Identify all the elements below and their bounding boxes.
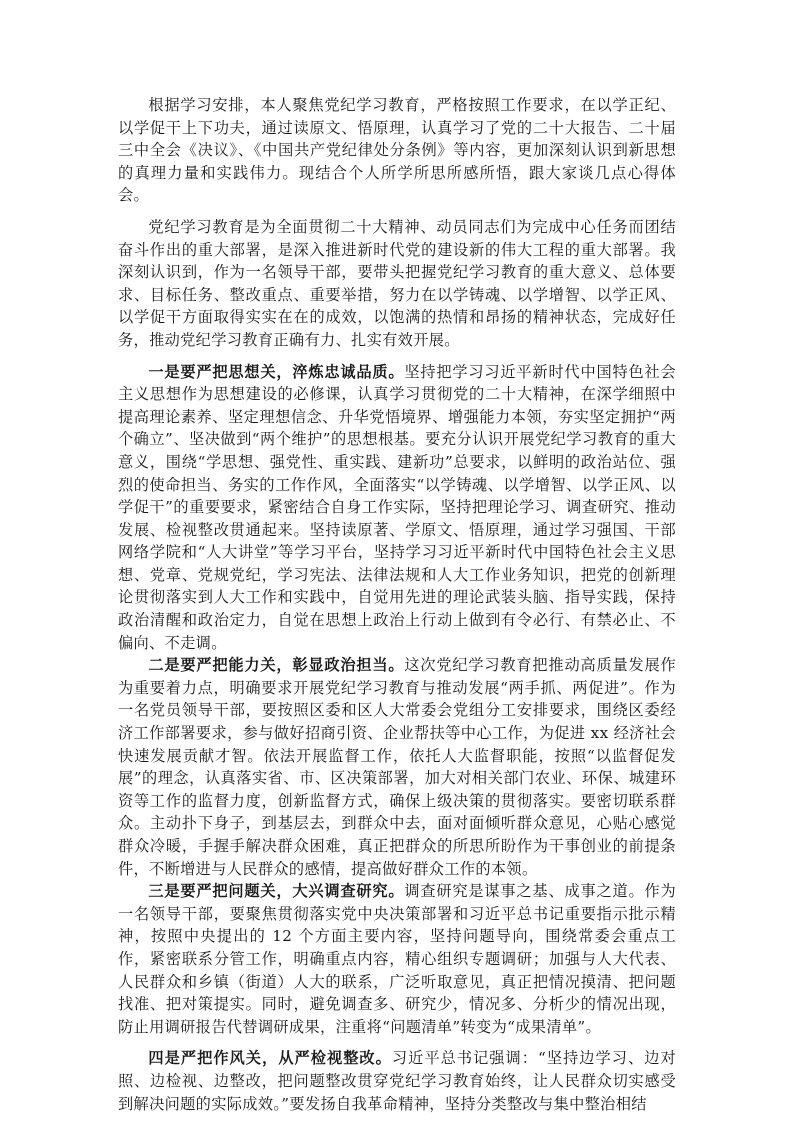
- paragraph-point-2: [118, 654, 676, 880]
- paragraph-point-4: [118, 1047, 676, 1115]
- paragraph-text: 党纪学习教育是为全面贯彻二十大精神、动员同志们为完成中心任务而团结奋斗作出的重大部署，是深入推进新时代党的建设新的伟大工程的重大部署。我深刻认识到，作为一名领导干部，要带头把握党纪学习教育的重大意义、总体要求、目标任务、整改重点、重要举措，努力在以学铸魂、以学增智、以学正风、以学促干方面取得实实在在的成效，以饱满的热情和昂扬的精神状态，完成好任务，推动党纪学习教育正确有力、扎实有效开展。: [118, 217, 676, 349]
- paragraph-heading: 二是要严把能力关，彰显政治担当。: [148, 656, 405, 675]
- paragraph-point-3: [118, 880, 676, 1038]
- paragraph-text: 这次党纪学习教育把推动高质量发展作为重要着力点，明确要求开展党纪学习教育与推动发展“两手抓、两促进”。作为一名党员领导干部，要按照区委和区人大常委会党组分工安排要求，围绕区委经济工作部署要求，参与做好招商引资、企业帮扶等中心工作，为促进 xx 经济社会快速发展贡献才智。依法开展监督工作，依托人大监督职能，按照“以监督促发展”的理念，认真落实省、市、区决策部署，加大对相关部门农业、环保、城建环资等工作的监督力度，创新监督方式，确保上级决策的贯彻落实。要密切联系群众。主动扑下身子，到基层去，到群众中去，面对面倾听群众意见，心贴心感觉群众冷暖，手握手解决群众困难，真正把群众的所思所盼作为干事创业的前提条件，不断增进与人民群众的感情，提高做好群众工作的本领。: [118, 656, 676, 878]
- paragraph-text: 习近平总书记强调：“坚持边学习、边对照、边检视、边整改，把问题整改贯穿党纪学习教育始终，让人民群众切实感受到解决问题的实际成效。”要发扬自我革命精神，坚持分类整改与集中整治相结: [118, 1049, 676, 1113]
- paragraph-point-1: [118, 361, 676, 655]
- paragraph-heading: 四是严把作风关，从严检视整改。: [148, 1049, 392, 1068]
- paragraph-intro: [118, 94, 676, 207]
- paragraph-heading: 三是要严把问题关，大兴调查研究。: [148, 882, 405, 901]
- paragraph-heading: 一是要严把思想关，淬炼忠诚品质。: [148, 362, 405, 381]
- paragraph-text: 调查研究是谋事之基、成事之道。作为一名领导干部，要聚焦贯彻落实党中央决策部署和习近平总书记重要指示批示精神，按照中央提出的 12 个方面主要内容，坚持问题导向，围绕常委会重点工作，紧密联系分管工作，明确重点内容，精心组织专题调研；加强与人大代表、人民群众和乡镇（街道）人大的联系，广泛听取意见，真正把情况摸清、把问题找准、把对策提实。同时，避免调查多、研究少，情况多、分析少的情况出现，防止用调研报告代替调研成果，注重将“问题清单”转变为“成果清单”。: [118, 882, 676, 1036]
- document-body: [118, 94, 676, 1115]
- paragraph-text: 根据学习安排，本人聚焦党纪学习教育，严格按照工作要求，在以学正纪、以学促干上下功夫，通过读原文、悟原理，认真学习了党的二十大报告、二十届三中全会《决议》、《中国共产党纪律处分条例》等内容，更加深刻认识到新思想的真理力量和实践伟力。现结合个人所学所思所感所悟，跟大家谈几点心得体会。: [118, 96, 676, 205]
- paragraph-significance: [118, 216, 676, 352]
- paragraph-text: 坚持把学习习近平新时代中国特色社会主义思想作为思想建设的必修课，认真学习贯彻党的二十大精神，在深学细照中提高理论素养、坚定理想信念、升华党悟境界、增强能力本领，夯实坚定拥护“两个确立”、坚决做到“两个维护”的思想根基。要充分认识开展党纪学习教育的重大意义，围绕“学思想、强党性、重实践、建新功”总要求，以鲜明的政治站位、强烈的使命担当、务实的工作作风，全面落实“以学铸魂、以学增智、以学正风、以学促干”的重要要求，紧密结合自身工作实际，坚持把理论学习、调查研究、推动发展、检视整改贯通起来。坚持读原著、学原文、悟原理，通过学习强国、干部网络学院和“人大讲堂”等学习平台，坚持学习习近平新时代中国特色社会主义思想、党章、党规党纪，学习宪法、法律法规和人大工作业务知识，把党的创新理论贯彻落实到人大工作和实践中，自觉用先进的理论武装头脑、指导实践，保持政治清醒和政治定力，自觉在思想上政治上行动上做到有令必行、有禁必止、不偏向、不走调。: [118, 362, 676, 652]
